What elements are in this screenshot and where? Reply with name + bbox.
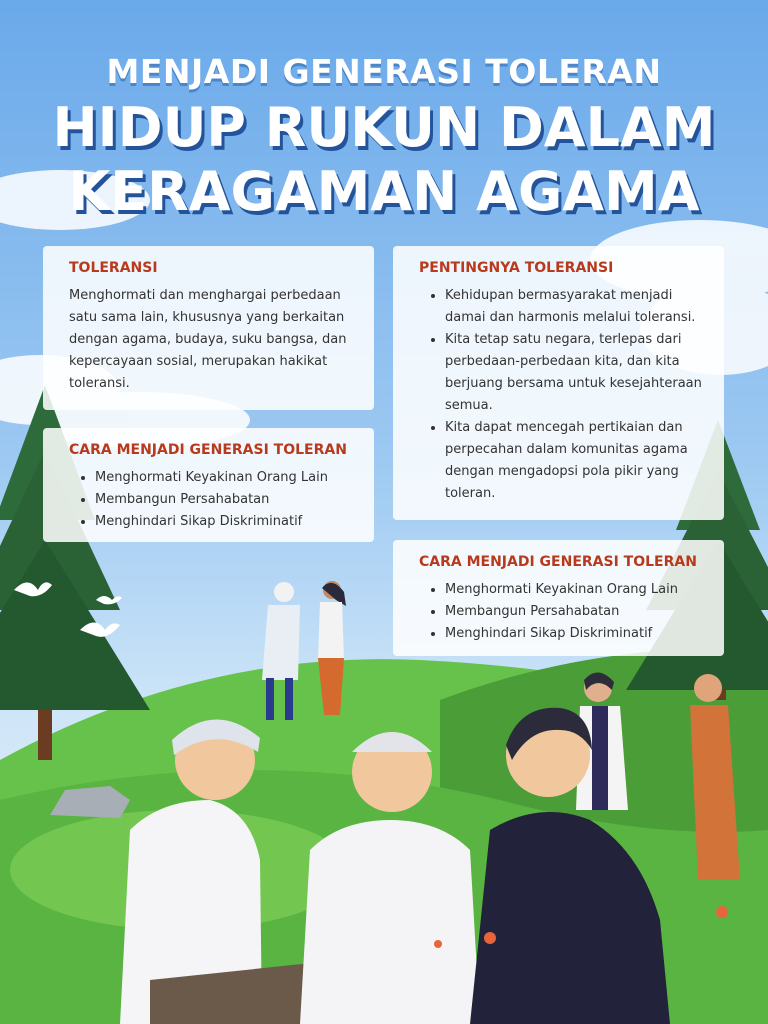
cara-toleran-heading-left: CARA MENJADI GENERASI TOLERAN xyxy=(69,442,347,458)
list-item: • Kita dapat mencegah pertikaian dan perpecahan dalam komunitas agama dengan mengadopsi pola pikir yang toleran. xyxy=(445,417,702,505)
poster-subtitle: MENJADI GENERASI TOLERAN xyxy=(106,52,662,91)
list-item: • Kehidupan bermasyarakat menjadi damai dan harmonis melalui toleransi. xyxy=(445,285,702,329)
title-line-1: HIDUP RUKUN DALAM xyxy=(52,96,716,159)
list-item: • Kita tetap satu negara, terlepas dari perbedaan-perbedaan kita, dan kita berjuang bersama untuk kesejahteraan semua. xyxy=(445,329,702,417)
cara-toleran-card-left xyxy=(43,428,374,542)
list-item: • Membangun Persahabatan xyxy=(445,601,702,623)
toleransi-body: Menghormati dan menghargai perbedaan satu sama lain, khususnya yang berkaitan dengan agama, budaya, suku bangsa, dan kepercayaan sosial, merupakan hakikat toleransi. xyxy=(69,288,347,391)
list-item: • Menghindari Sikap Diskriminatif xyxy=(445,623,702,645)
title-line-2: KERAGAMAN AGAMA xyxy=(68,160,700,223)
toleransi-card xyxy=(43,246,374,410)
list-item: • Membangun Persahabatan xyxy=(95,489,352,511)
cara-toleran-heading-right: CARA MENJADI GENERASI TOLERAN xyxy=(419,554,697,570)
cara-toleran-card-right xyxy=(393,540,724,656)
cara-toleran-list-left xyxy=(69,467,352,533)
toleransi-heading: TOLERANSI xyxy=(69,260,158,276)
list-item: • Menghormati Keyakinan Orang Lain xyxy=(445,579,702,601)
pentingnya-toleransi-card xyxy=(393,246,724,520)
poster-title xyxy=(0,96,768,224)
pentingnya-heading: PENTINGNYA TOLERANSI xyxy=(419,260,614,276)
cara-toleran-list-right xyxy=(419,579,702,645)
list-item: • Menghormati Keyakinan Orang Lain xyxy=(95,467,352,489)
list-item: • Menghindari Sikap Diskriminatif xyxy=(95,511,352,533)
pentingnya-list xyxy=(419,285,702,505)
